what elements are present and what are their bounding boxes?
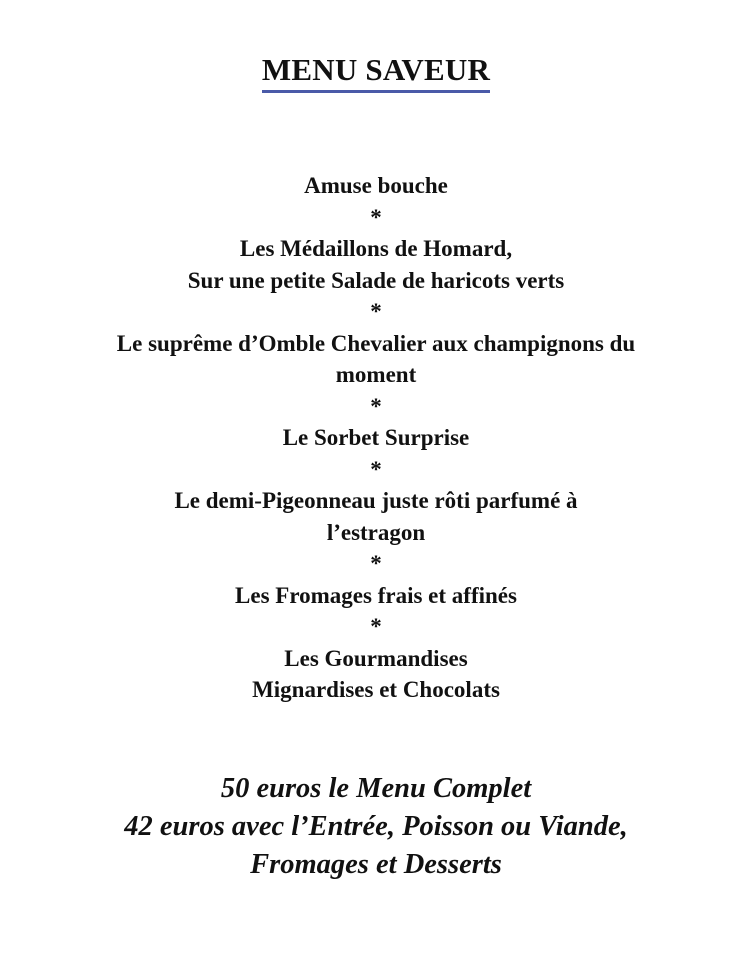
price-line-partial-menu-cont: Fromages et Desserts [250,849,502,880]
course-separator: * [370,299,382,324]
course-line: Le demi-Pigeonneau juste rôti parfumé à [174,488,578,513]
course-line: Le Sorbet Surprise [282,425,470,450]
price-block [20,770,732,884]
course-separator: * [370,393,382,419]
course-separator: * [370,204,382,230]
course-line: Amuse bouche [304,173,448,198]
course-line: Mignardises et Chocolats [252,677,500,702]
course-line: Les Médaillons de Homard, [239,236,513,261]
course-line: Sur une petite Salade de haricots verts [187,267,565,293]
menu-title: MENU SAVEUR [262,52,490,93]
course-separator: * [370,614,382,639]
course-line: Les Fromages frais et affinés [235,582,517,608]
menu-courses [40,170,712,706]
course-separator: * [370,456,382,482]
price-line-full-menu: 50 euros le Menu Complet [220,773,532,804]
course-line: Les Gourmandises [284,645,468,671]
course-line: moment [335,362,417,387]
price-line-partial-menu: 42 euros avec l’Entrée, Poisson ou Viande, [124,811,628,842]
course-separator: * [370,551,382,576]
title-wrapper [0,52,752,93]
course-line: Le suprême d’Omble Chevalier aux champignons du [116,330,636,356]
course-line: l’estragon [326,519,426,545]
